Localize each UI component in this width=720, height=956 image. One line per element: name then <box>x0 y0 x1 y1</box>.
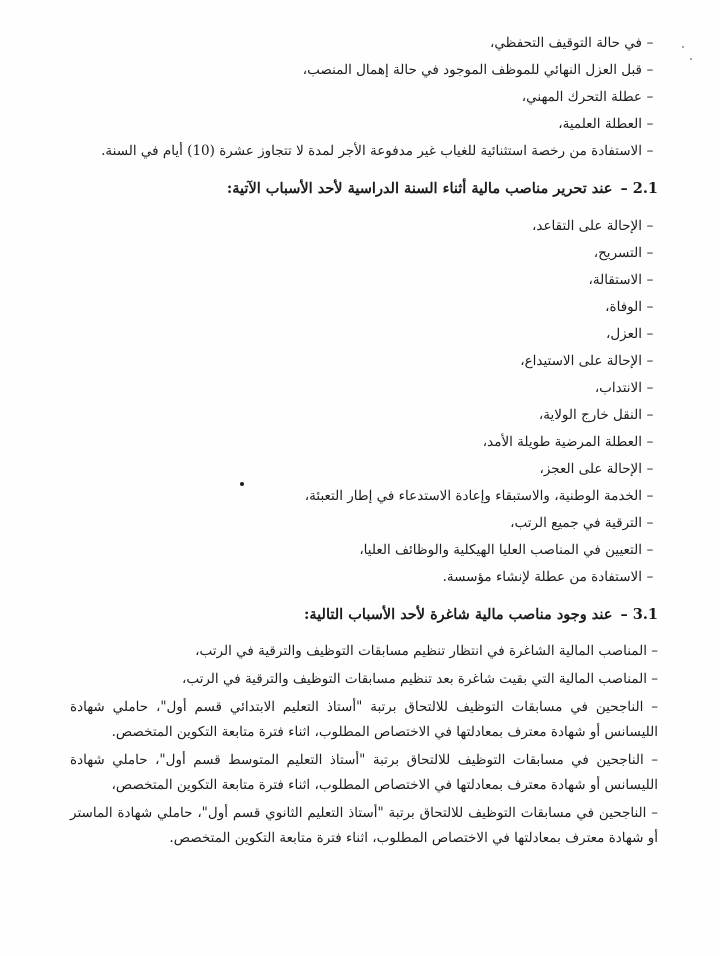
paragraph-text: – المناصب المالية التي بقيت شاغرة بعد تنظيم مسابقات التوظيف والترقية في الرتب، <box>181 671 658 687</box>
list-item <box>70 348 658 375</box>
bullet-dash: – <box>646 299 654 315</box>
list-item <box>70 111 658 138</box>
bullet-dash: – <box>646 515 654 531</box>
list-item <box>70 456 658 483</box>
list-item-text: العزل، <box>606 326 642 342</box>
list-item-text: العطلة المرضية طويلة الأمد، <box>482 434 642 450</box>
paragraph-text: – الناجحين في مسابقات التوظيف للالتحاق برتبة "أستاذ التعليم المتوسط قسم أول"، حاملي شهادة الليسانس أو شهادة معترف بمعادلتها في الاختصاص المطلوب، اثناء فترة متابعة التكوين المتخصص، <box>70 752 658 793</box>
paragraph <box>70 695 658 745</box>
list-item-text: الاستفادة من رخصة استثنائية للغياب غير مدفوعة الأجر لمدة لا تتجاوز عشرة (10) أيام في السنة. <box>101 143 642 159</box>
list-item <box>70 564 658 591</box>
section-number: 3.1 – <box>620 606 658 623</box>
list-item <box>70 213 658 240</box>
list-item <box>70 375 658 402</box>
list-item-text: الوفاة، <box>605 299 642 315</box>
list-item-text: الإحالة على التقاعد، <box>532 218 642 234</box>
bullet-dash: – <box>646 89 654 105</box>
list-item-text: الإحالة على الاستيداع، <box>520 353 642 369</box>
list-item <box>70 402 658 429</box>
list-item-text: في حالة التوقيف التحفظي، <box>490 35 642 51</box>
bullet-dash: – <box>646 380 654 396</box>
section-number: 2.1 – <box>620 180 658 197</box>
bullet-dash: – <box>646 245 654 261</box>
bullet-dash: – <box>646 116 654 132</box>
list-item <box>70 30 658 57</box>
list-item <box>70 483 658 510</box>
list-item-text: العطلة العلمية، <box>558 116 642 132</box>
list-item-text: قبل العزل النهائي للموظف الموجود في حالة إهمال المنصب، <box>302 62 642 78</box>
list-item <box>70 321 658 348</box>
bullet-dash: – <box>646 407 654 423</box>
list-item <box>70 510 658 537</box>
paragraph-text: – الناجحين في مسابقات التوظيف للالتحاق برتبة "أستاذ التعليم الابتدائي قسم أول"، حاملي شهادة الليسانس أو شهادة معترف بمعادلتها في الاختصاص المطلوب، اثناء فترة متابعة التكوين المتخصص. <box>70 699 658 740</box>
list-item-text: الخدمة الوطنية، والاستبقاء وإعادة الاستدعاء في إطار التعبئة، <box>304 488 642 504</box>
section-3-paragraphs <box>70 639 658 851</box>
list-item <box>70 240 658 267</box>
paragraph <box>70 639 658 664</box>
list-item-text: الاستفادة من عطلة لإنشاء مؤسسة. <box>442 569 642 585</box>
list-item-text: عطلة التحرك المهني، <box>521 89 642 105</box>
paragraph-text: – الناجحين في مسابقات التوظيف للالتحاق برتبة "أستاذ التعليم الثانوي قسم أول"، حاملي شهادة الماستر أو شهادة معترف بمعادلتها في الاختصاص المطلوب، اثناء فترة متابعة التكوين المتخصص. <box>70 805 658 846</box>
top-list <box>70 30 658 165</box>
list-item-text: الانتداب، <box>594 380 642 396</box>
list-item-text: الاستقالة، <box>588 272 642 288</box>
list-item <box>70 138 658 165</box>
list-item-text: التعيين في المناصب العليا الهيكلية والوظائف العليا، <box>359 542 642 558</box>
list-item-text: التسريح، <box>593 245 642 261</box>
paragraph-text: – المناصب المالية الشاغرة في انتظار تنظيم مسابقات التوظيف والترقية في الرتب، <box>195 643 658 659</box>
bullet-dash: – <box>646 353 654 369</box>
list-item <box>70 537 658 564</box>
bullet-dash: – <box>646 542 654 558</box>
list-item <box>70 84 658 111</box>
bullet-dash: – <box>646 35 654 51</box>
scan-speck <box>690 58 692 60</box>
list-item <box>70 57 658 84</box>
bullet-dash: – <box>646 62 654 78</box>
bullet-dash: – <box>646 569 654 585</box>
list-item-text: الترقية في جميع الرتب، <box>510 515 642 531</box>
bullet-dash: – <box>646 434 654 450</box>
scan-speck <box>682 46 684 48</box>
bullet-dash: – <box>646 218 654 234</box>
section-title: عند وجود مناصب مالية شاغرة لأحد الأسباب التالية: <box>304 606 613 623</box>
paragraph <box>70 748 658 798</box>
section-3-heading <box>70 601 658 629</box>
bullet-dash: – <box>646 143 654 159</box>
list-item-text: النقل خارج الولاية، <box>538 407 642 423</box>
list-item <box>70 429 658 456</box>
bullet-dash: – <box>646 488 654 504</box>
bullet-dash: – <box>646 461 654 477</box>
section-2-heading <box>70 175 658 203</box>
list-item <box>70 294 658 321</box>
bullet-dash: – <box>646 272 654 288</box>
list-item <box>70 267 658 294</box>
paragraph <box>70 667 658 692</box>
section-2-list <box>70 213 658 591</box>
list-item-text: الإحالة على العجز، <box>539 461 642 477</box>
section-title: عند تحرير مناصب مالية أثناء السنة الدراسية لأحد الأسباب الآتية: <box>226 180 613 197</box>
document-content <box>70 30 658 854</box>
bullet-dash: – <box>646 326 654 342</box>
paragraph <box>70 801 658 851</box>
